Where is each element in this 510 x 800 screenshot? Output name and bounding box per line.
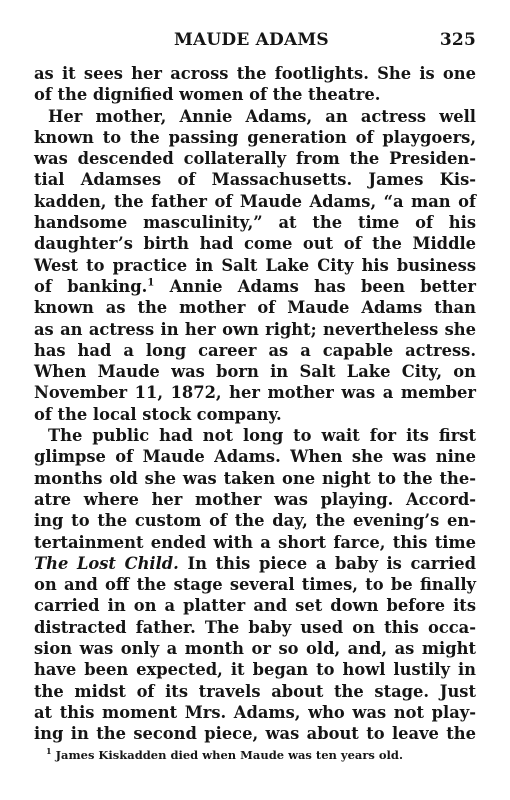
page-number: 325 xyxy=(439,30,476,50)
line-text: at this moment Mrs. Adams, who was not play- xyxy=(34,702,476,722)
text-line xyxy=(34,681,476,702)
line-text-continued: In this piece a baby is carried xyxy=(178,553,476,573)
footnote-marker: 1 xyxy=(46,746,52,756)
text-line xyxy=(34,191,476,212)
footnote-text: James Kiskadden died when Maude was ten years old. xyxy=(51,747,403,762)
line-text: When Maude was born in Salt Lake City, on xyxy=(34,362,476,382)
text-line xyxy=(34,510,476,531)
line-text: on and off the stage several times, to be finally xyxy=(34,575,476,595)
text-line xyxy=(34,340,476,361)
text-line xyxy=(34,276,476,297)
text-line xyxy=(34,148,476,169)
footnote-reference: 1 xyxy=(147,277,155,289)
line-text: was descended collaterally from the Presiden- xyxy=(34,149,476,169)
text-line xyxy=(34,553,476,574)
text-line xyxy=(34,659,476,680)
text-line xyxy=(34,723,476,744)
line-text: as an actress in her own right; nevertheless she xyxy=(34,319,476,339)
line-text: of the local stock company. xyxy=(34,404,282,424)
text-line xyxy=(34,255,476,276)
line-text: daughter’s birth had come out of the Middle xyxy=(34,234,476,254)
text-line xyxy=(34,617,476,638)
line-text: West to practice in Salt Lake City his business xyxy=(34,255,476,275)
line-text: ing to the custom of the day, the evening’s en- xyxy=(34,511,476,531)
text-line xyxy=(34,382,476,403)
line-text: The public had not long to wait for its first xyxy=(48,426,476,446)
line-text: November 11, 1872, her mother was a member xyxy=(34,383,476,403)
line-text: sion was only a month or so old, and, as might xyxy=(34,639,476,659)
line-text-continued: Annie Adams has been better xyxy=(154,276,476,296)
text-line xyxy=(34,404,476,425)
line-text: carried in on a platter and set down before its xyxy=(34,596,476,616)
text-line xyxy=(34,169,476,190)
text-line xyxy=(34,84,476,105)
line-text: have been expected, it began to howl lustily in xyxy=(34,660,476,680)
text-line xyxy=(34,638,476,659)
text-line xyxy=(34,63,476,84)
line-text: atre where her mother was playing. Accord- xyxy=(34,489,476,509)
text-line xyxy=(34,595,476,616)
line-text: of banking. xyxy=(34,276,148,296)
page-header xyxy=(34,30,476,54)
text-line xyxy=(34,106,476,127)
line-text: distracted father. The baby used on this occa- xyxy=(34,617,476,637)
line-text: months old she was taken one night to the the- xyxy=(34,468,476,488)
line-text: ing in the second piece, was about to leave the xyxy=(34,724,476,744)
italic-title: The Lost Child. xyxy=(34,553,179,573)
line-text: handsome masculinity,” at the time of his xyxy=(34,213,476,233)
text-line xyxy=(34,212,476,233)
line-text: as it sees her across the footlights. She is one xyxy=(34,64,476,83)
line-text: known to the passing generation of playgoers, xyxy=(34,127,476,147)
text-line xyxy=(34,127,476,148)
line-text: kadden, the father of Maude Adams, “a man of xyxy=(34,191,476,211)
line-text: tertainment ended with a short farce, this time xyxy=(34,532,476,552)
line-text: Her mother, Annie Adams, an actress well xyxy=(48,106,476,126)
footnote xyxy=(46,746,466,762)
text-line xyxy=(34,532,476,553)
text-line xyxy=(34,574,476,595)
line-text: glimpse of Maude Adams. When she was nine xyxy=(34,447,476,467)
text-line xyxy=(34,702,476,723)
line-text: known as the mother of Maude Adams than xyxy=(34,298,476,318)
line-text: has had a long career as a capable actress. xyxy=(34,340,476,360)
running-title: MAUDE ADAMS xyxy=(174,30,329,50)
text-line xyxy=(34,297,476,318)
text-line xyxy=(34,425,476,446)
text-line xyxy=(34,489,476,510)
text-line xyxy=(34,361,476,382)
text-line xyxy=(34,319,476,340)
text-line xyxy=(34,233,476,254)
text-line xyxy=(34,446,476,467)
line-text: the midst of its travels about the stage. Just xyxy=(34,681,476,701)
text-line xyxy=(34,468,476,489)
body-text xyxy=(34,63,476,745)
line-text: of the dignified women of the theatre. xyxy=(34,85,381,105)
line-text: tial Adamses of Massachusetts. James Kis- xyxy=(34,170,476,190)
